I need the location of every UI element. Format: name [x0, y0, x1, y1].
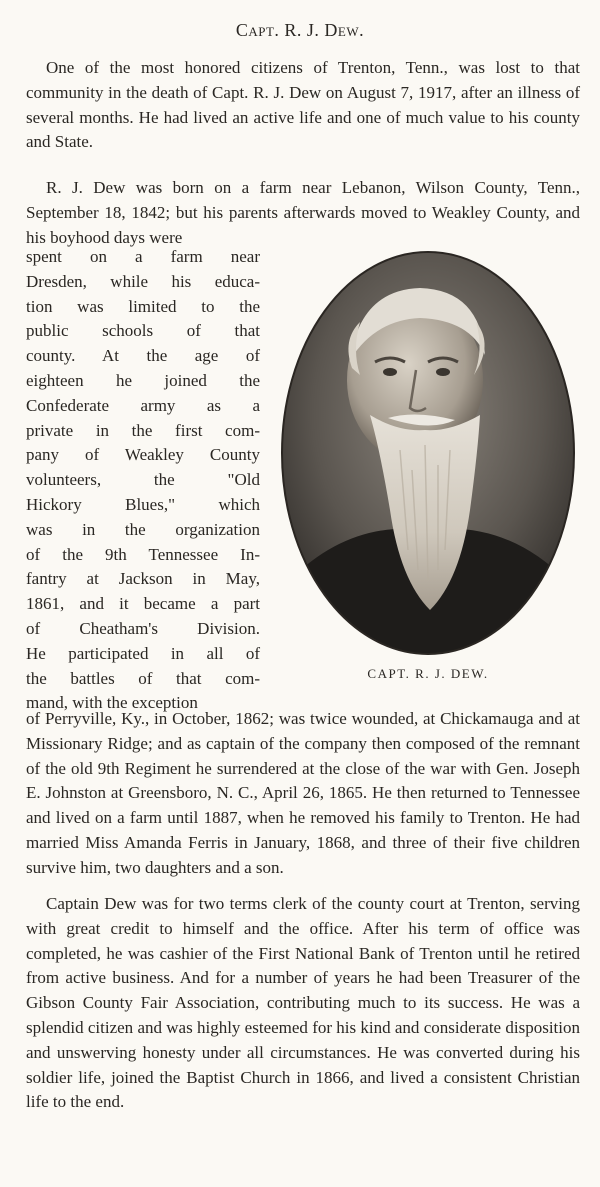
paragraph-intro [26, 56, 580, 155]
paragraph-birth-side-column [26, 245, 260, 716]
paragraph-career-text: Captain Dew was for two terms clerk of the county court at Trenton, serving with great credit to himself and the office. After his term of office was completed, he was cashier of the First National Bank of Trenton until he retired from active business. And for a number of years he had been Treasurer of the Gibson County Fair Association, contributing much to its success. He was a splendid citizen and was highly esteemed for his kind and considerate disposition and unswerving honesty under all circumstances. He was converted during his soldier life, joined the Baptist Church in 1866, and lived a consistent Christian life to the end. [26, 894, 580, 1112]
side-column-line: the battles of that com- [26, 668, 260, 688]
portrait-photo [280, 250, 576, 656]
side-column-line: Dresden, while his educa- [26, 271, 260, 291]
paragraph-birth-bottom-text: of Perryville, Ky., in October, 1862; was twice wounded, at Chickamauga and at Missionary Ridge; and as captain of the company then composed of the remnant of the old 9th Regiment he surrendered at the close of the war with Gen. Joseph E. Johnston at Greensboro, N. C., April 26, 1865. He then returned to Tennessee and lived on a farm until 1887, when he removed his family to Trenton. He had married Miss Amanda Ferris in January, 1868, and three of their five children survive him, two daughters and a son. [26, 709, 580, 877]
side-column-line: public schools of that [26, 321, 260, 341]
side-column-line: spent on a farm near [26, 247, 260, 266]
side-column-line: He participated in all of [26, 643, 260, 663]
paragraph-intro-text: One of the most honored citizens of Trenton, Tenn., was lost to that community in the death of Capt. R. J. Dew on August 7, 1917, after an illness of several months. He had lived an active life and one of much value to his county and State. [26, 58, 580, 152]
side-column-line: mand, with the exception [26, 693, 198, 713]
paragraph-birth-top-text: R. J. Dew was born on a farm near Lebanon, Wilson County, Tenn., September 18, 1842; but his parents afterwards moved to Weakley County, and his boyhood days were [26, 178, 580, 247]
side-column-line: volunteers, the "Old [26, 470, 260, 490]
side-column-line: private in the first com- [26, 420, 260, 440]
side-column-line: 1861, and it became a part [26, 594, 260, 614]
page-title: Capt. R. J. Dew. [235, 20, 365, 40]
side-column-line: of Cheatham's Division. [26, 618, 260, 638]
side-column-line: was in the organization [26, 519, 260, 539]
side-column-line: fantry at Jackson in May, [26, 569, 260, 589]
side-column-line: eighteen he joined the [26, 370, 260, 390]
side-column-line: tion was limited to the [26, 296, 260, 316]
side-column-line: of the 9th Tennessee In- [26, 544, 260, 564]
paragraph-career [26, 892, 580, 1115]
side-column-line: county. At the age of [26, 346, 260, 366]
side-column-line: pany of Weakley County [26, 445, 260, 465]
side-column-line: Hickory Blues," which [26, 494, 260, 514]
side-column-line: Confederate army as a [26, 395, 260, 415]
paragraph-birth-bottom [26, 707, 580, 881]
paragraph-birth-top [26, 176, 580, 250]
portrait-caption: CAPT. R. J. DEW. [367, 666, 489, 681]
